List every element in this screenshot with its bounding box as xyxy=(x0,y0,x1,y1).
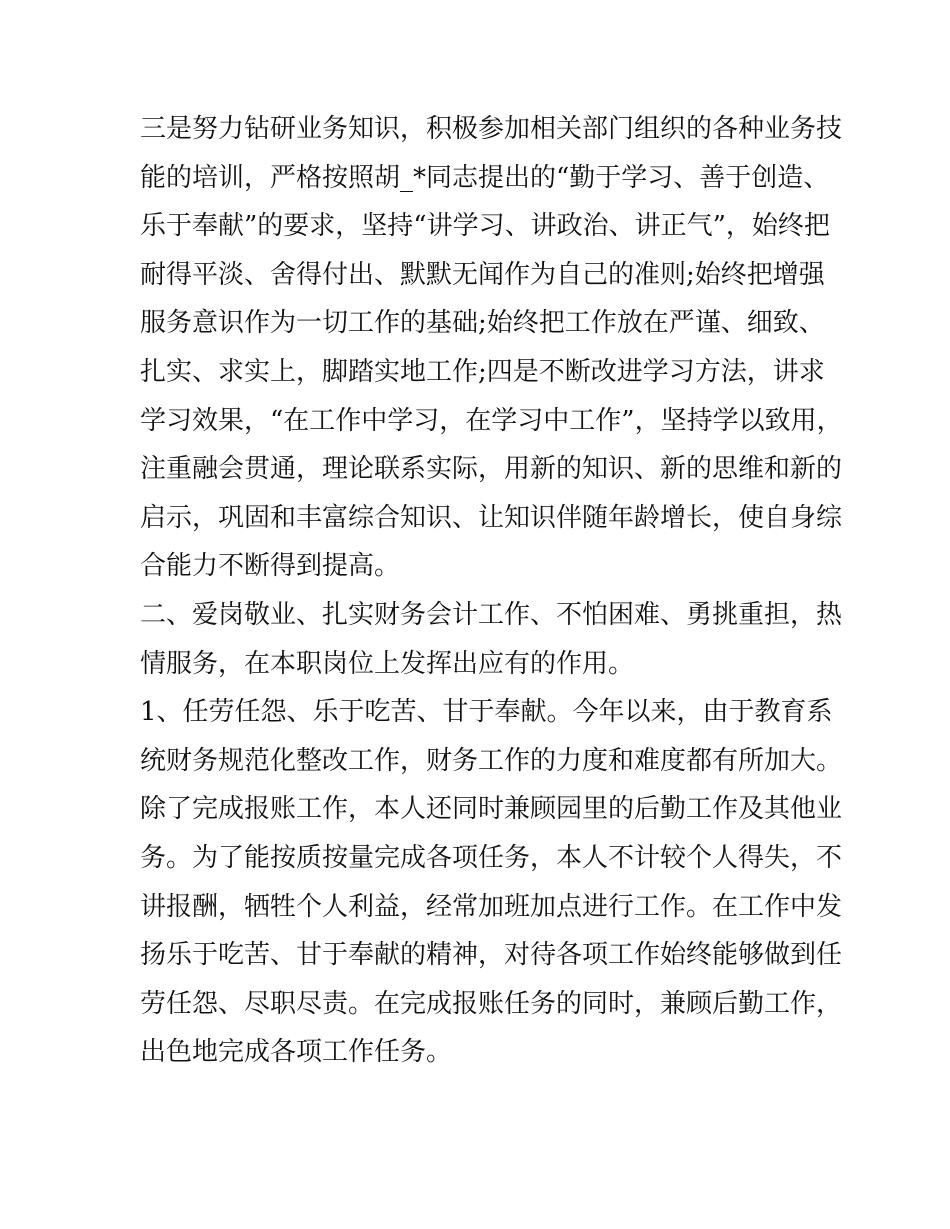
text-line: 劳任怨、尽职尽责。在完成报账任务的同时，兼顾后勤工作， xyxy=(140,988,843,1019)
text-line: 合能力不断得到提高。 xyxy=(140,551,401,582)
text-line: 扎实、求实上，脚踏实地工作;四是不断改进学习方法，讲求 xyxy=(140,356,825,387)
text-line: 服务意识作为一切工作的基础;始终把工作放在严谨、细致、 xyxy=(140,308,825,339)
text-line: 乐于奉献”的要求，坚持“讲学习、讲政治、讲正气”，始终把 xyxy=(140,211,830,242)
text-line: 讲报酬，牺牲个人利益，经常加班加点进行工作。在工作中发 xyxy=(140,891,843,922)
text-line: 扬乐于吃苦、甘于奉献的精神，对待各项工作始终能够做到任 xyxy=(140,940,843,971)
text-line: 1、任劳任怨、乐于吃苦、甘于奉献。今年以来，由于教育系 xyxy=(140,697,833,728)
text-line: 统财务规范化整改工作，财务工作的力度和难度都有所加大。 xyxy=(140,745,843,776)
document-body xyxy=(140,105,843,1077)
text-line: 出色地完成各项工作任务。 xyxy=(140,1037,453,1068)
text-line: 耐得平淡、舍得付出、默默无闻作为自己的准则;始终把增强 xyxy=(140,259,825,290)
text-line: 二、爱岗敬业、扎实财务会计工作、不怕困难、勇挑重担，热 xyxy=(140,599,843,630)
text-line: 情服务，在本职岗位上发挥出应有的作用。 xyxy=(140,648,635,679)
text-line: 启示，巩固和丰富综合知识、让知识伴随年龄增长，使自身综 xyxy=(140,502,843,533)
text-line: 务。为了能按质按量完成各项任务，本人不计较个人得失，不 xyxy=(140,842,843,873)
text-line: 除了完成报账工作，本人还同时兼顾园里的后勤工作及其他业 xyxy=(140,794,843,825)
text-line: 能的培训，严格按照胡_*同志提出的“勤于学习、善于创造、 xyxy=(140,162,830,193)
text-line: 三是努力钻研业务知识，积极参加相关部门组织的各种业务技 xyxy=(140,114,843,144)
text-line: 学习效果，“在工作中学习，在学习中工作”，坚持学以致用， xyxy=(140,405,843,436)
text-line: 注重融会贯通，理论联系实际，用新的知识、新的思维和新的 xyxy=(140,454,843,485)
